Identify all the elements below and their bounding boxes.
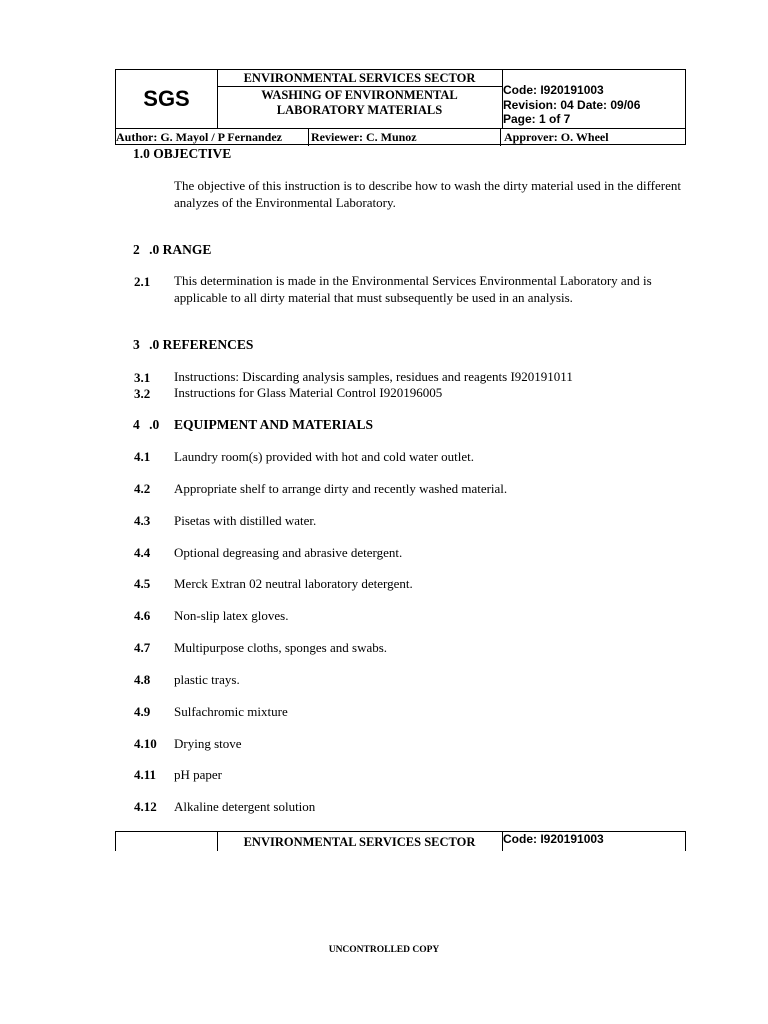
document-header xyxy=(115,69,686,145)
next-header-logo-cell xyxy=(116,832,218,851)
reviewer: Reviewer: C. Munoz xyxy=(308,129,501,146)
equipment-item-number: 4.7 xyxy=(134,640,151,655)
equipment-item-text: Non-slip latex gloves. xyxy=(174,608,289,623)
document-meta xyxy=(502,70,685,128)
equipment-item-number: 4.4 xyxy=(134,545,151,560)
approver: Approver: O. Wheel xyxy=(504,130,609,144)
reference-number: 3.1 xyxy=(134,370,151,385)
equipment-heading: EQUIPMENT AND MATERIALS xyxy=(174,417,374,432)
reference-text: Instructions for Glass Material Control I920196005 xyxy=(174,385,443,400)
range-item-number: 2.1 xyxy=(134,274,151,289)
equipment-item-text: plastic trays. xyxy=(174,672,240,687)
equipment-item-number: 4.8 xyxy=(134,672,151,687)
equipment-item-text: Multipurpose cloths, sponges and swabs. xyxy=(174,640,388,655)
uncontrolled-copy-stamp: UNCONTROLLED COPY xyxy=(328,945,440,955)
range-heading: 2 .0 RANGE xyxy=(133,242,212,257)
equipment-item-number: 4.5 xyxy=(134,576,151,591)
equipment-item-text: Merck Extran 02 neutral laboratory detergent. xyxy=(174,576,413,591)
document-revision: Revision: 04 Date: 09/06 xyxy=(503,97,641,112)
next-header-sector: ENVIRONMENTAL SERVICES SECTOR xyxy=(217,832,503,851)
equipment-item-number: 4.11 xyxy=(134,767,157,782)
page-number: Page: 1 of 7 xyxy=(503,112,571,126)
equipment-item-text: Drying stove xyxy=(174,736,242,751)
title-line-2: LABORATORY MATERIALS xyxy=(276,103,443,117)
author: Author: G. Mayol / P Fernandez xyxy=(116,129,309,146)
equipment-item-text: Pisetas with distilled water. xyxy=(174,513,317,528)
references-heading: 3 .0 REFERENCES xyxy=(133,337,254,352)
equipment-item-text: Sulfachromic mixture xyxy=(174,704,288,719)
document-title xyxy=(217,87,502,118)
equipment-item-text: Alkaline detergent solution xyxy=(174,799,316,814)
objective-text: The objective of this instruction is to describe how to wash the dirty material used in the different analyzes of the Environmental Laboratory. xyxy=(174,178,681,210)
equipment-item-number: 4.1 xyxy=(134,449,151,464)
next-header-code: Code: I920191003 xyxy=(503,832,604,846)
equipment-item-number: 4.10 xyxy=(134,736,157,751)
range-item-text: This determination is made in the Environmental Services Environmental Laboratory and is applicable to all dirty material that must subsequently be used in an analysis. xyxy=(174,273,652,305)
reference-number: 3.2 xyxy=(134,386,151,401)
equipment-item-text: Laundry room(s) provided with hot and cold water outlet. xyxy=(174,449,475,464)
document-code: Code: I920191003 xyxy=(503,83,604,97)
equipment-item-number: 4.3 xyxy=(134,513,151,528)
sgs-logo: SGS xyxy=(116,70,218,128)
reference-text: Instructions: Discarding analysis samples, residues and reagents I920191011 xyxy=(174,369,573,384)
equipment-item-text: Appropriate shelf to arrange dirty and recently washed material. xyxy=(174,481,508,496)
signatories-row xyxy=(116,128,685,146)
next-page-header xyxy=(115,831,686,851)
equipment-item-text: pH paper xyxy=(174,767,223,782)
sector-name: ENVIRONMENTAL SERVICES SECTOR xyxy=(217,70,502,87)
equipment-item-number: 4.9 xyxy=(134,704,151,719)
equipment-item-text: Optional degreasing and abrasive detergent. xyxy=(174,545,403,560)
objective-heading: 1.0 OBJECTIVE xyxy=(133,146,232,161)
header-title-cell xyxy=(217,70,503,128)
equipment-item-number: 4.2 xyxy=(134,481,151,496)
equipment-heading-number: 4 .0 xyxy=(133,417,160,432)
equipment-item-number: 4.12 xyxy=(134,799,157,814)
title-line-1: WASHING OF ENVIRONMENTAL xyxy=(261,88,458,102)
equipment-item-number: 4.6 xyxy=(134,608,151,623)
